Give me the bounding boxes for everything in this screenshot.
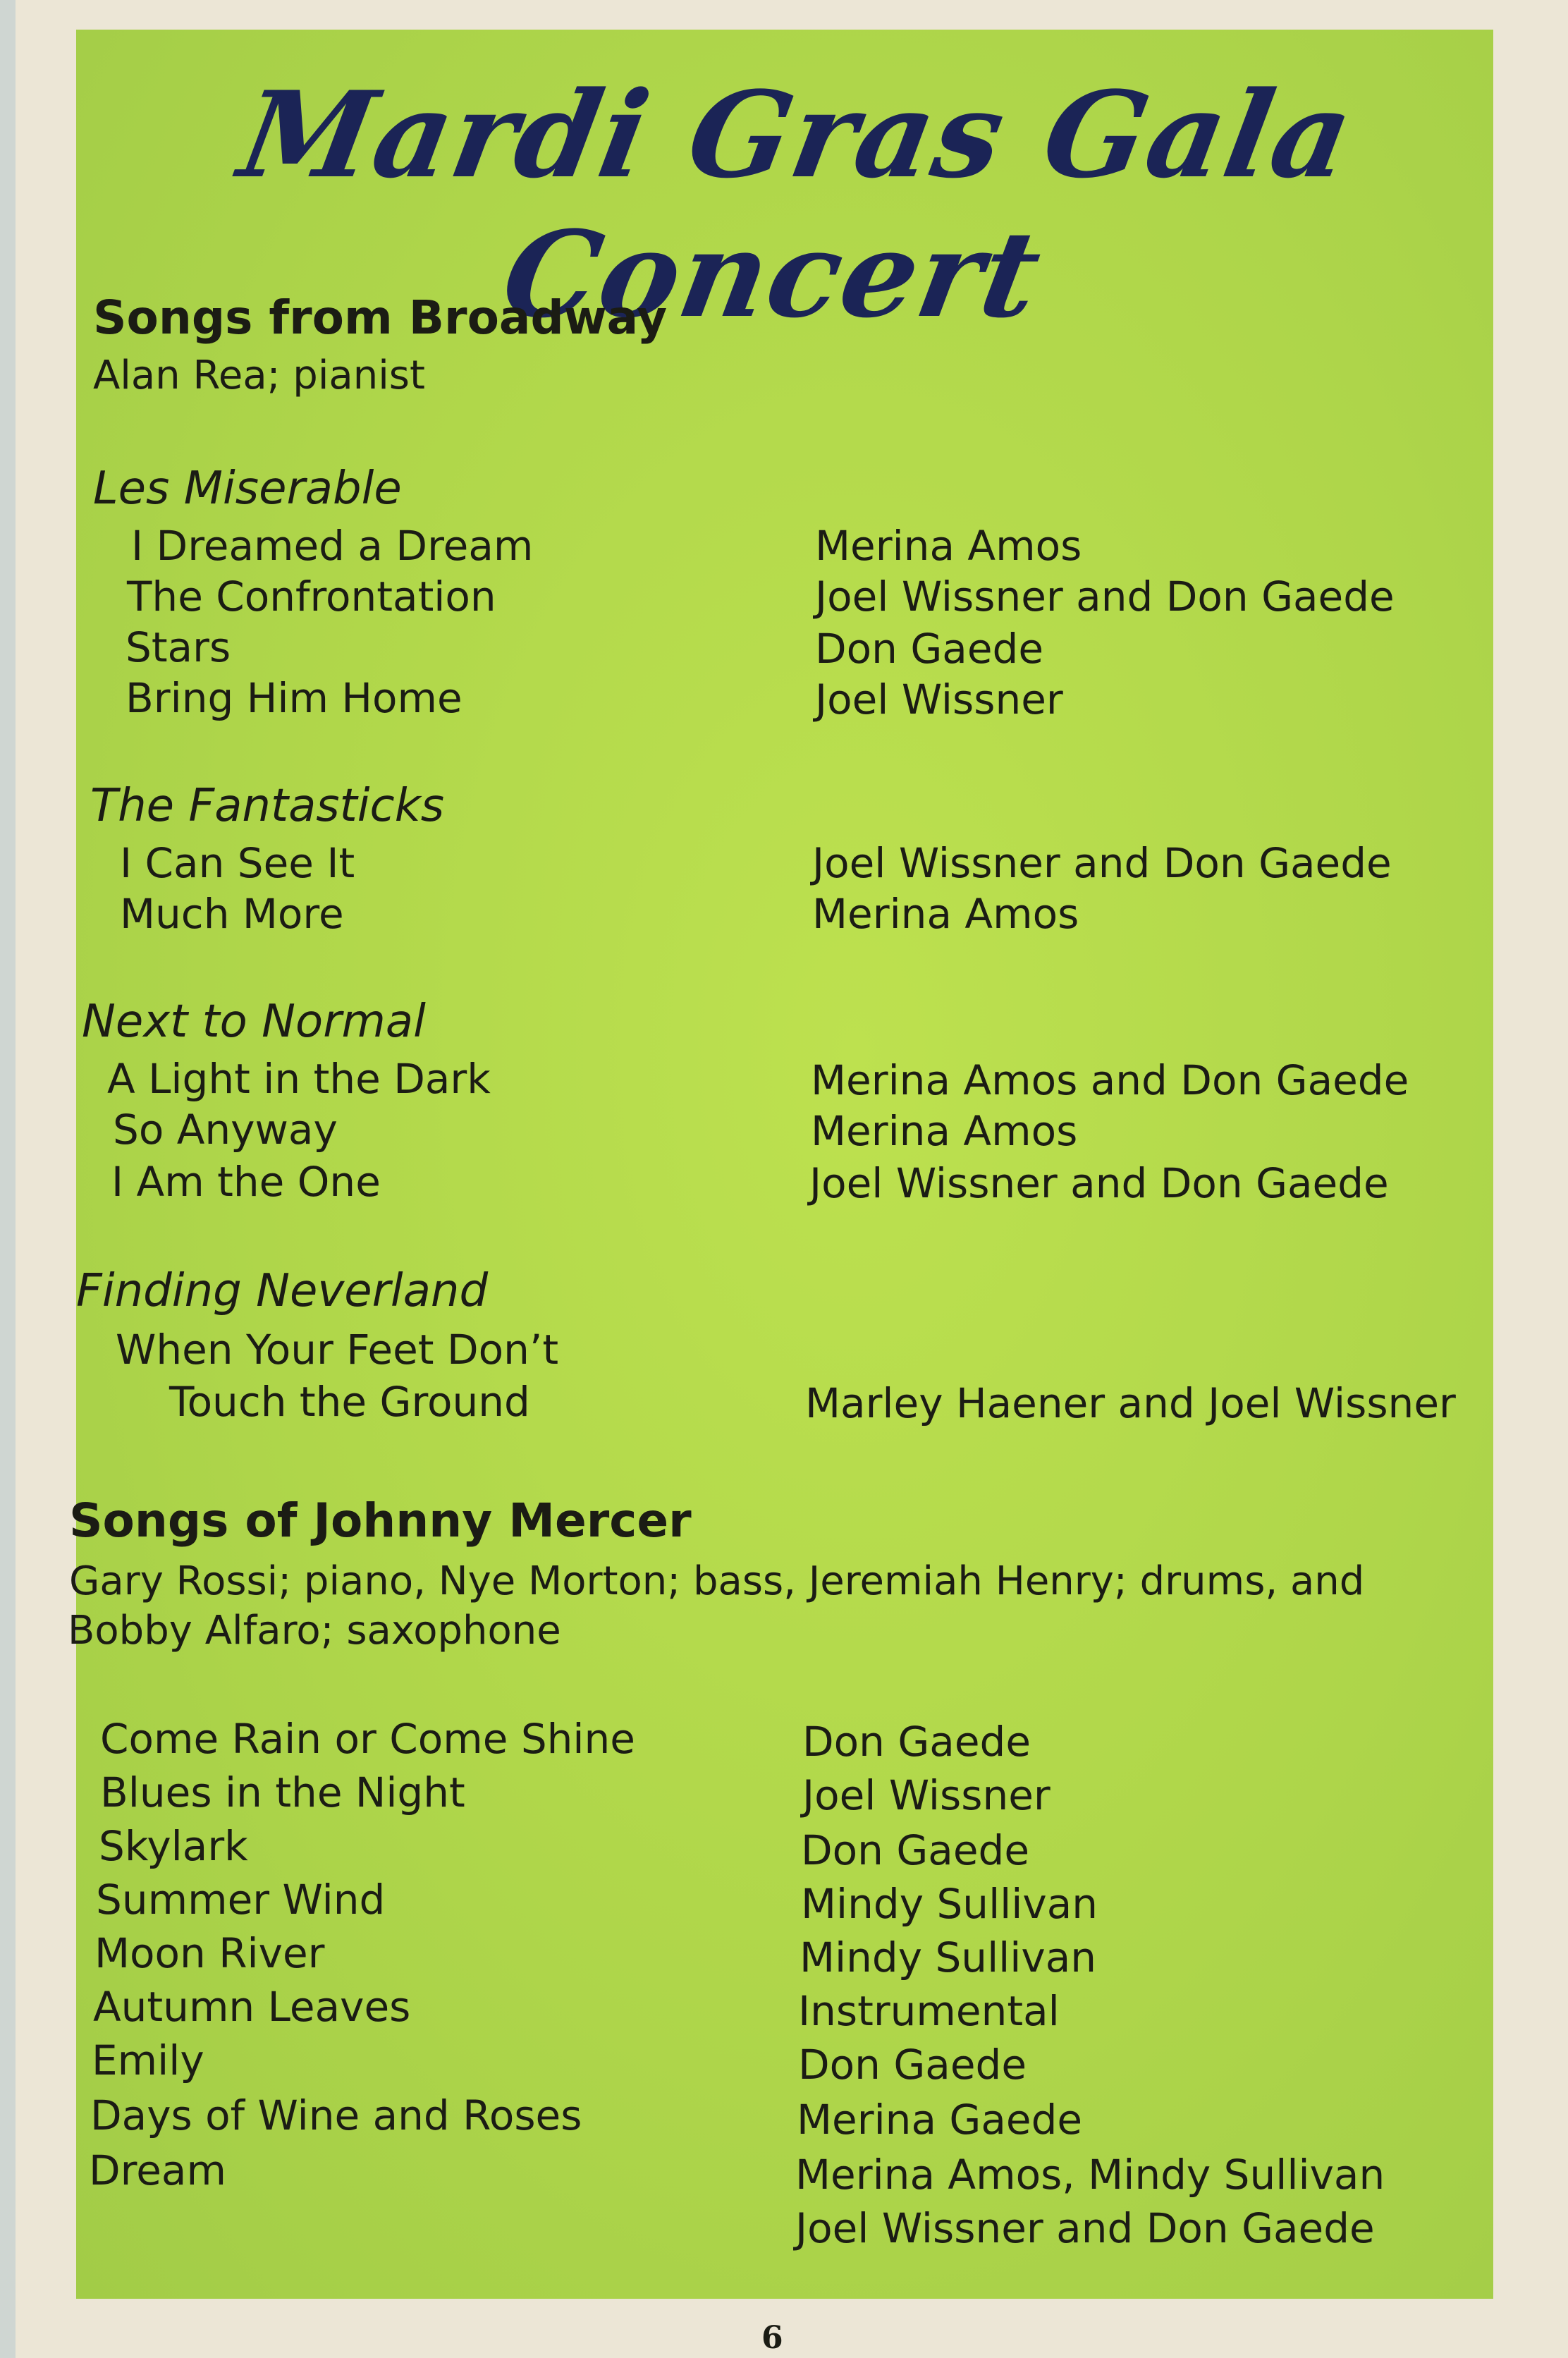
song-title: So Anyway bbox=[113, 1106, 338, 1154]
performer: Joel Wissner and Don Gaede bbox=[815, 573, 1395, 621]
performer: Merina Amos bbox=[811, 1107, 1078, 1155]
song-title: Come Rain or Come Shine bbox=[100, 1715, 635, 1763]
performer-line2: Joel Wissner and Don Gaede bbox=[795, 2204, 1375, 2252]
song-title: Stars bbox=[125, 623, 231, 671]
page-number: 6 bbox=[761, 2320, 783, 2356]
performer: Don Gaede bbox=[802, 1718, 1031, 1766]
section-subline-pianist: Alan Rea; pianist bbox=[93, 353, 425, 398]
song-title: Blues in the Night bbox=[100, 1768, 465, 1816]
performer: Don Gaede bbox=[801, 1826, 1030, 1874]
performer: Instrumental bbox=[798, 1987, 1060, 2035]
show-title: Finding Neverland bbox=[76, 1265, 489, 1317]
section-heading-mercer: Songs of Johnny Mercer bbox=[69, 1493, 692, 1548]
performer: Merina Amos bbox=[812, 890, 1079, 938]
performer: Joel Wissner bbox=[815, 676, 1063, 723]
section-heading-broadway: Songs from Broadway bbox=[93, 291, 668, 345]
song-title-line2: Touch the Ground bbox=[169, 1378, 530, 1426]
performer: Joel Wissner bbox=[802, 1771, 1051, 1819]
performer: Don Gaede bbox=[798, 2041, 1027, 2089]
song-title: Moon River bbox=[94, 1929, 325, 1977]
performer: Mindy Sullivan bbox=[800, 1934, 1097, 1981]
performer: Merina Amos and Don Gaede bbox=[811, 1056, 1409, 1104]
performer: Merina Amos bbox=[815, 522, 1082, 570]
show-title: Les Miserable bbox=[93, 463, 402, 515]
show-title: The Fantasticks bbox=[90, 780, 445, 832]
song-title: Dream bbox=[89, 2146, 226, 2194]
song-title: Autumn Leaves bbox=[93, 1983, 411, 2031]
performer: Mindy Sullivan bbox=[801, 1880, 1098, 1928]
song-title: The Confrontation bbox=[127, 573, 496, 621]
song-title: I Am the One bbox=[111, 1158, 381, 1206]
section-subline-band: Gary Rossi; piano, Nye Morton; bass, Jeremiah Henry; drums, and bbox=[69, 1558, 1365, 1604]
song-title: I Dreamed a Dream bbox=[131, 522, 534, 570]
song-title-line1: When Your Feet Don’t bbox=[116, 1326, 559, 1374]
performer: Don Gaede bbox=[815, 625, 1044, 673]
performer: Merina Gaede bbox=[797, 2096, 1083, 2144]
page-edge bbox=[0, 0, 16, 2358]
performer: Merina Amos, Mindy Sullivan bbox=[795, 2151, 1385, 2199]
song-title: Emily bbox=[92, 2036, 204, 2084]
show-title: Next to Normal bbox=[82, 996, 426, 1048]
song-title: A Light in the Dark bbox=[107, 1055, 491, 1103]
performer: Joel Wissner and Don Gaede bbox=[809, 1159, 1389, 1207]
song-title: Days of Wine and Roses bbox=[90, 2091, 582, 2139]
song-title: Bring Him Home bbox=[125, 674, 463, 722]
song-title: I Can See It bbox=[120, 839, 355, 887]
section-subline-band-cont: Bobby Alfaro; saxophone bbox=[68, 1608, 561, 1654]
performer: Joel Wissner and Don Gaede bbox=[812, 839, 1392, 887]
program-title: Mardi Gras Gala Concert bbox=[230, 65, 1364, 344]
song-title: Skylark bbox=[99, 1822, 248, 1870]
performer: Marley Haener and Joel Wissner bbox=[805, 1379, 1456, 1427]
song-title: Much More bbox=[120, 890, 344, 938]
song-title: Summer Wind bbox=[96, 1876, 386, 1924]
